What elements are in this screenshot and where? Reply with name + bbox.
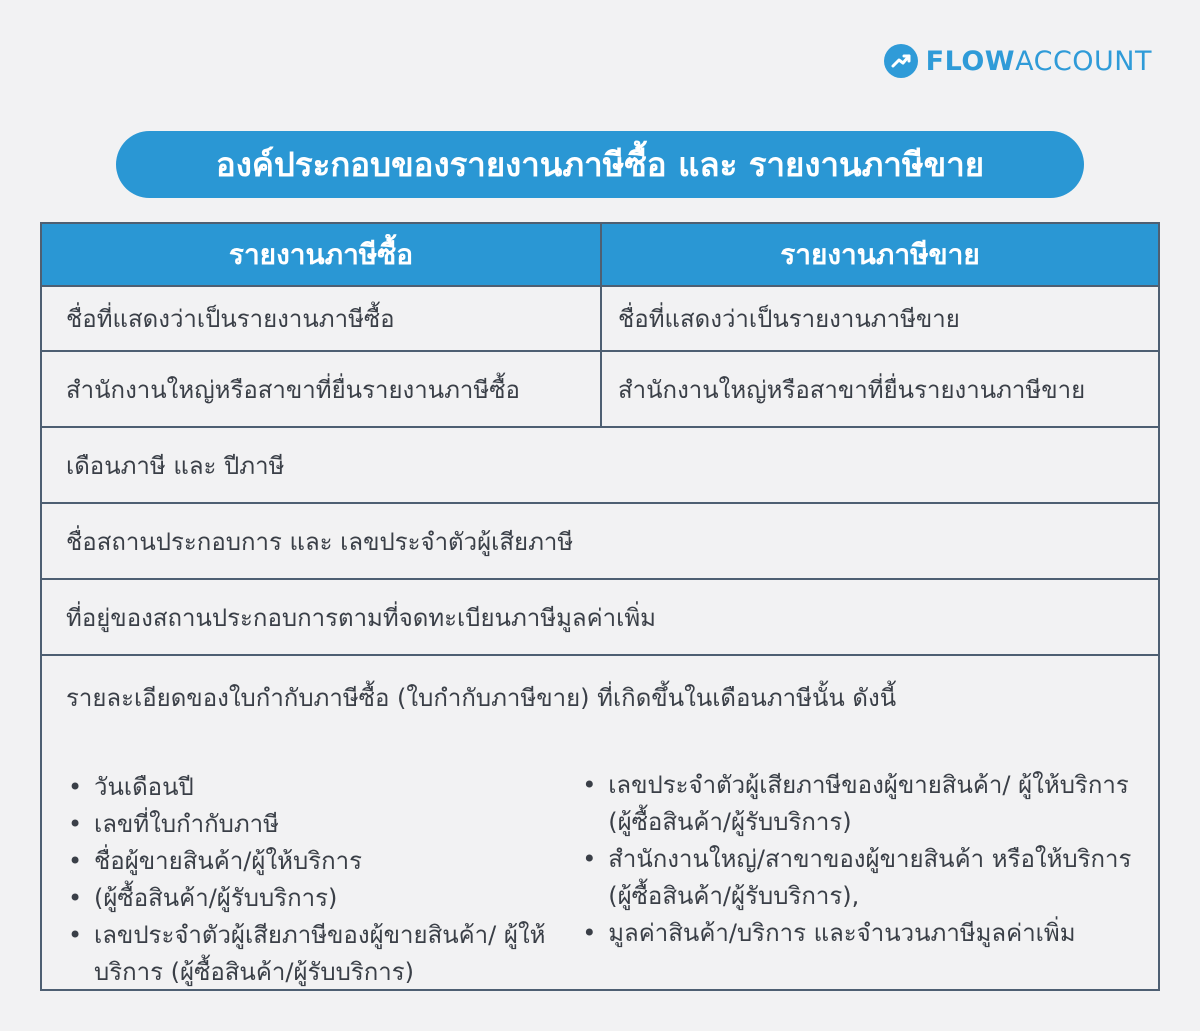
list-item	[580, 841, 1134, 915]
invoice-details-title: รายละเอียดของใบกำกับภาษีซื้อ (ใบกำกับภาษีขาย) ที่เกิดขึ้นในเดือนภาษีนั้น ดังนี้	[66, 684, 897, 712]
list-item-text: สำนักงานใหญ่/สาขาของผู้ขายสินค้า หรือให้บริการ (ผู้ซื้อสินค้า/ผู้รับบริการ),	[608, 845, 1132, 910]
list-item-text: เลขประจำตัวผู้เสียภาษีของผู้ขายสินค้า/ ผู้ให้บริการ (ผู้ซื้อสินค้า/ผู้รับบริการ)	[608, 771, 1129, 836]
invoice-details-left	[66, 769, 580, 991]
brand-logo	[884, 44, 1152, 78]
business-name-taxid-cell: ชื่อสถานประกอบการ และ เลขประจำตัวผู้เสียภาษี	[66, 527, 574, 556]
brand-name-bold: FLOW	[925, 45, 1016, 77]
bullet: •	[582, 771, 597, 799]
list-item	[66, 917, 580, 991]
list-item-text: (ผู้ซื้อสินค้า/ผู้รับบริการ)	[94, 884, 338, 912]
table-row	[42, 580, 1158, 656]
table-row	[42, 287, 1158, 352]
bullet: •	[68, 884, 83, 912]
header-purchase-tax-report: รายงานภาษีซื้อ	[228, 237, 414, 271]
bullet: •	[68, 921, 83, 949]
invoice-details-right	[580, 767, 1134, 991]
sales-report-name-cell: ชื่อที่แสดงว่าเป็นรายงานภาษีขาย	[600, 287, 1158, 350]
brand-name-light: ACCOUNT	[1015, 45, 1152, 77]
trend-arrow-icon	[884, 44, 918, 78]
bullet: •	[582, 845, 597, 873]
list-item	[580, 915, 1134, 952]
tax-month-year-cell: เดือนภาษี และ ปีภาษี	[66, 451, 285, 480]
bullet: •	[582, 919, 597, 947]
list-item	[66, 843, 580, 880]
page-title: องค์ประกอบของรายงานภาษีซื้อ และ รายงานภาษีขาย	[116, 131, 1084, 198]
header-sales-tax-report: รายงานภาษีขาย	[600, 224, 1158, 285]
bullet: •	[68, 810, 83, 838]
list-item	[66, 769, 580, 806]
report-components-table	[40, 222, 1160, 991]
list-item	[66, 806, 580, 843]
list-item	[66, 880, 580, 917]
table-header-row	[42, 224, 1158, 287]
purchase-office-cell: สำนักงานใหญ่หรือสาขาที่ยื่นรายงานภาษีซื้อ	[66, 375, 520, 404]
list-item-text: เลขที่ใบกำกับภาษี	[94, 810, 279, 838]
list-item	[580, 767, 1134, 841]
purchase-report-name-cell: ชื่อที่แสดงว่าเป็นรายงานภาษีซื้อ	[66, 305, 395, 333]
bullet: •	[68, 847, 83, 875]
list-item-text: มูลค่าสินค้า/บริการ และจำนวนภาษีมูลค่าเพิ่ม	[608, 919, 1076, 947]
table-row	[42, 352, 1158, 428]
invoice-details-columns	[66, 769, 1134, 991]
brand-name	[926, 46, 1152, 77]
list-item-text: ชื่อผู้ขายสินค้า/ผู้ให้บริการ	[94, 847, 363, 875]
invoice-details-row	[42, 656, 1158, 991]
bullet: •	[68, 773, 83, 801]
list-item-text: เลขประจำตัวผู้เสียภาษีของผู้ขายสินค้า/ ผู้ให้บริการ (ผู้ซื้อสินค้า/ผู้รับบริการ)	[94, 921, 546, 986]
table-row	[42, 428, 1158, 504]
business-address-cell: ที่อยู่ของสถานประกอบการตามที่จดทะเบียนภาษีมูลค่าเพิ่ม	[66, 603, 656, 632]
sales-office-cell: สำนักงานใหญ่หรือสาขาที่ยื่นรายงานภาษีขาย	[600, 352, 1158, 426]
list-item-text: วันเดือนปี	[94, 773, 194, 801]
table-row	[42, 504, 1158, 580]
